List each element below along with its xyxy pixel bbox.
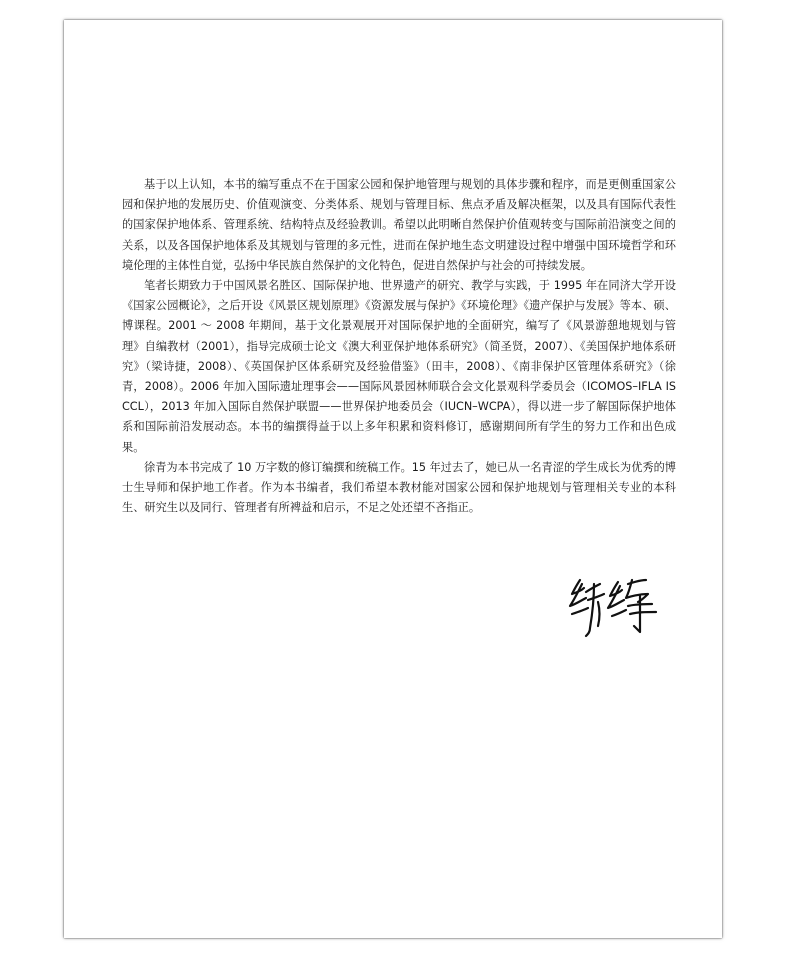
handwritten-signature: [566, 570, 666, 642]
paragraph-3: 徐青为本书完成了 10 万字数的修订编撰和统稿工作。15 年过去了，她已从一名青涩的学生成长为优秀的博士生导师和保护地工作者。作为本书编者，我们希望本教材能对国家公园和保护地规划与管理相关专业的本科生、研究生以及同行、管理者有所裨益和启示，不足之处还望不吝指正。: [122, 460, 676, 515]
paragraph-2: 笔者长期致力于中国风景名胜区、国际保护地、世界遗产的研究、教学与实践，于 1995 年在同济大学开设《国家公园概论》，之后开设《风景区规划原理》《资源发展与保护》《环境伦理》《遗产保护与发展》等本、硕、博课程。2001 ～ 2008 年期间，基于文化景观展开对国际保护地的全面研究，编写了《风景游憩地规划与管理》自编教材（2001），指导完成硕士论文《澳大利亚保护地体系研究》（简圣贤，2007）、《美国保护地体系研究》（梁诗捷，2008）、《英国保护区体系研究及经验借鉴》（田丰，2008）、《南非保护区管理体系研究》（徐青，2008）。2006 年加入国际遗址理事会——国际风景园林师联合会文化景观科学委员会（ICOMOS–IFLA ISCCL），2013 年加入国际自然保护联盟——世界保护地委员会（IUCN–WCPA），得以进一步了解国际保护地体系和国际前沿发展动态。本书的编撰得益于以上多年积累和资料修订，感谢期间所有学生的努力工作和出色成果。: [122, 279, 676, 454]
paragraph-1: 基于以上认知，本书的编写重点不在于国家公园和保护地管理与规划的具体步骤和程序，而是更侧重国家公园和保护地的发展历史、价值观演变、分类体系、规划与管理目标、焦点矛盾及解决框架，以及具有国际代表性的国家保护地体系、管理系统、结构特点及经验教训。希望以此明晰自然保护价值观转变与国际前沿演变之间的关系，以及各国保护地体系及其规划与管理的多元性，进而在保护地生态文明建设过程中增强中国环境哲学和环境伦理的主体性自觉，弘扬中华民族自然保护的文化特色，促进自然保护与社会的可持续发展。: [122, 178, 676, 272]
body-text: [122, 175, 676, 518]
